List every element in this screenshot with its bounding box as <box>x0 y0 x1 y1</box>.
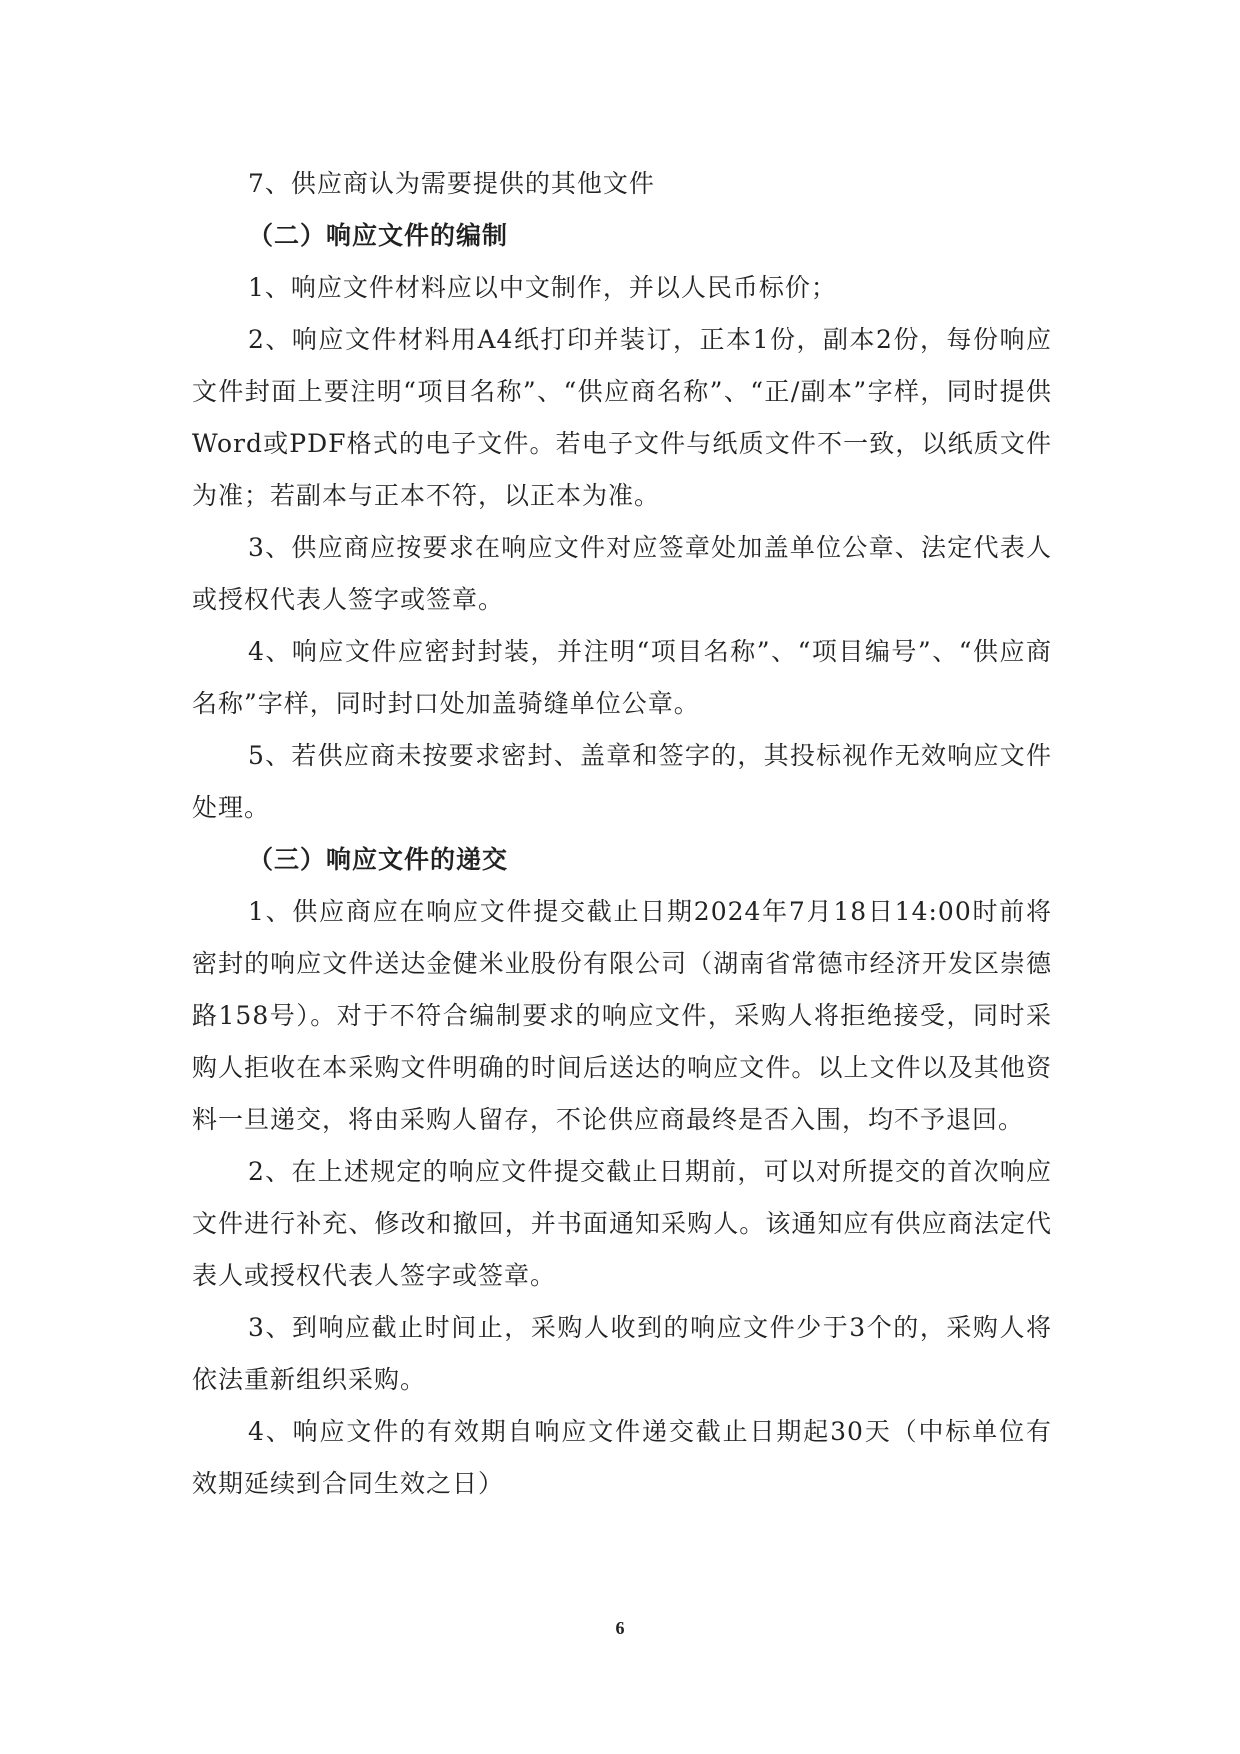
paragraph-submit-1: 1、供应商应在响应文件提交截止日期2024年7月18日14:00时前将密封的响应文件送达金健米业股份有限公司（湖南省常德市经济开发区崇德路158号）。对于不符合编制要求的响应文件，采购人将拒绝接受，同时采购人拒收在本采购文件明确的时间后送达的响应文件。以上文件以及其他资料一旦递交，将由采购人留存，不论供应商最终是否入围，均不予退回。 <box>192 897 1052 1134</box>
paragraph-prep-2: 2、响应文件材料用A4纸打印并装订，正本1份，副本2份，每份响应文件封面上要注明“项目名称”、“供应商名称”、“正/副本”字样，同时提供Word或PDF格式的电子文件。若电子文件与纸质文件不一致，以纸质文件为准；若副本与正本不符，以正本为准。 <box>192 325 1052 510</box>
paragraph-item-7: 7、供应商认为需要提供的其他文件 <box>248 169 655 198</box>
section-heading-response-submission: （三）响应文件的递交 <box>248 845 509 874</box>
paragraph-prep-5: 5、若供应商未按要求密封、盖章和签字的，其投标视作无效响应文件处理。 <box>192 741 1052 822</box>
paragraph-submit-3: 3、到响应截止时间止，采购人收到的响应文件少于3个的，采购人将依法重新组织采购。 <box>192 1313 1052 1394</box>
paragraph-prep-1: 1、响应文件材料应以中文制作，并以人民币标价； <box>248 273 837 302</box>
section-heading-response-preparation: （二）响应文件的编制 <box>248 221 509 250</box>
paragraph-prep-3: 3、供应商应按要求在响应文件对应签章处加盖单位公章、法定代表人或授权代表人签字或签章。 <box>192 533 1052 614</box>
page-number: 6 <box>615 1618 625 1638</box>
document-body <box>192 158 1052 1510</box>
paragraph-prep-4: 4、响应文件应密封封装，并注明“项目名称”、“项目编号”、“供应商名称”字样，同时封口处加盖骑缝单位公章。 <box>192 637 1052 718</box>
paragraph-submit-4: 4、响应文件的有效期自响应文件递交截止日期起30天（中标单位有效期延续到合同生效之日） <box>192 1417 1052 1498</box>
paragraph-submit-2: 2、在上述规定的响应文件提交截止日期前，可以对所提交的首次响应文件进行补充、修改和撤回，并书面通知采购人。该通知应有供应商法定代表人或授权代表人签字或签章。 <box>192 1157 1052 1290</box>
